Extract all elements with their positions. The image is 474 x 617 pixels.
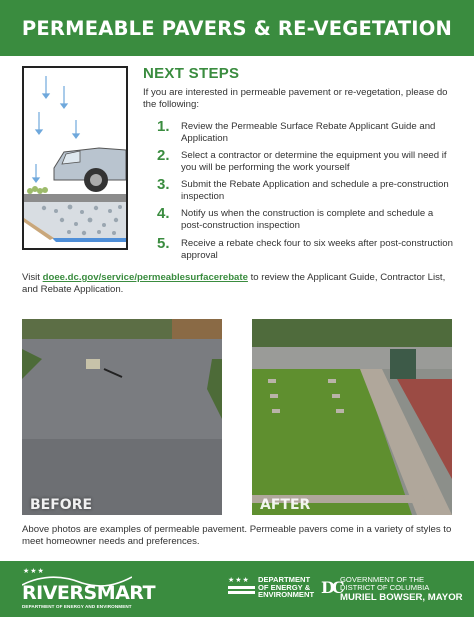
dc-mark: DC <box>321 578 342 597</box>
step-item <box>157 177 457 204</box>
step-text: Submit the Rebate Application and schedule a pre-construction inspection <box>181 179 449 203</box>
step-item <box>157 236 457 263</box>
dc-flag-bars-icon <box>228 586 255 599</box>
page-title: PERMEABLE PAVERS & RE-VEGETATION <box>21 16 453 40</box>
visit-suffix: to review the Applicant Guide, Contractor List, and Rebate Application. <box>22 272 446 296</box>
riversmart-subtitle: DEPARTMENT OF ENERGY AND ENVIRONMENT <box>22 604 132 609</box>
permeable-paver-cross-section-illustration <box>22 66 128 250</box>
step-item <box>157 119 457 146</box>
flag-stars-icon: ★★★ <box>23 568 45 575</box>
step-number: 4. <box>157 205 170 222</box>
after-label: AFTER <box>260 497 311 513</box>
riversmart-name: RIVERSMART <box>22 582 156 604</box>
after-photo <box>252 319 452 515</box>
doee-name: DEPARTMENT OF ENERGY & ENVIRONMENT <box>258 575 315 600</box>
step-number: 3. <box>157 176 170 193</box>
step-text: Receive a rebate check four to six weeks after post-construction approval <box>181 238 453 262</box>
visit-paragraph <box>22 272 462 297</box>
step-number: 5. <box>157 235 170 252</box>
before-label: BEFORE <box>30 497 93 513</box>
step-text: Review the Permeable Surface Rebate Applicant Guide and Application <box>181 121 436 145</box>
before-photo <box>22 319 222 515</box>
step-text: Select a contractor or determine the equipment you will need if you will be performing the work yourself <box>181 150 447 174</box>
step-item <box>157 206 457 233</box>
step-item <box>157 148 457 175</box>
visit-prefix: Visit <box>22 272 43 283</box>
step-text: Notify us when the construction is complete and schedule a post-construction inspection <box>181 208 434 232</box>
dc-government-name: GOVERNMENT OF THE DISTRICT OF COLUMBIA <box>340 575 430 592</box>
next-steps-heading: NEXT STEPS <box>143 65 240 82</box>
step-number: 2. <box>157 147 170 164</box>
next-steps-intro: If you are interested in permeable pavement or re-vegetation, please do the following: <box>143 87 448 111</box>
mayor-name: MURIEL BOWSER, MAYOR <box>340 592 463 603</box>
step-number: 1. <box>157 118 170 135</box>
header-banner <box>0 0 474 56</box>
photo-caption: Above photos are examples of permeable pavement. Permeable pavers come in a variety of styles to meet homeowner needs and preferences. <box>22 524 452 548</box>
rebate-website-link[interactable]: doee.dc.gov/service/permeablesurfacerebate <box>42 272 248 283</box>
flag-stars-icon: ★★★ <box>228 577 250 584</box>
